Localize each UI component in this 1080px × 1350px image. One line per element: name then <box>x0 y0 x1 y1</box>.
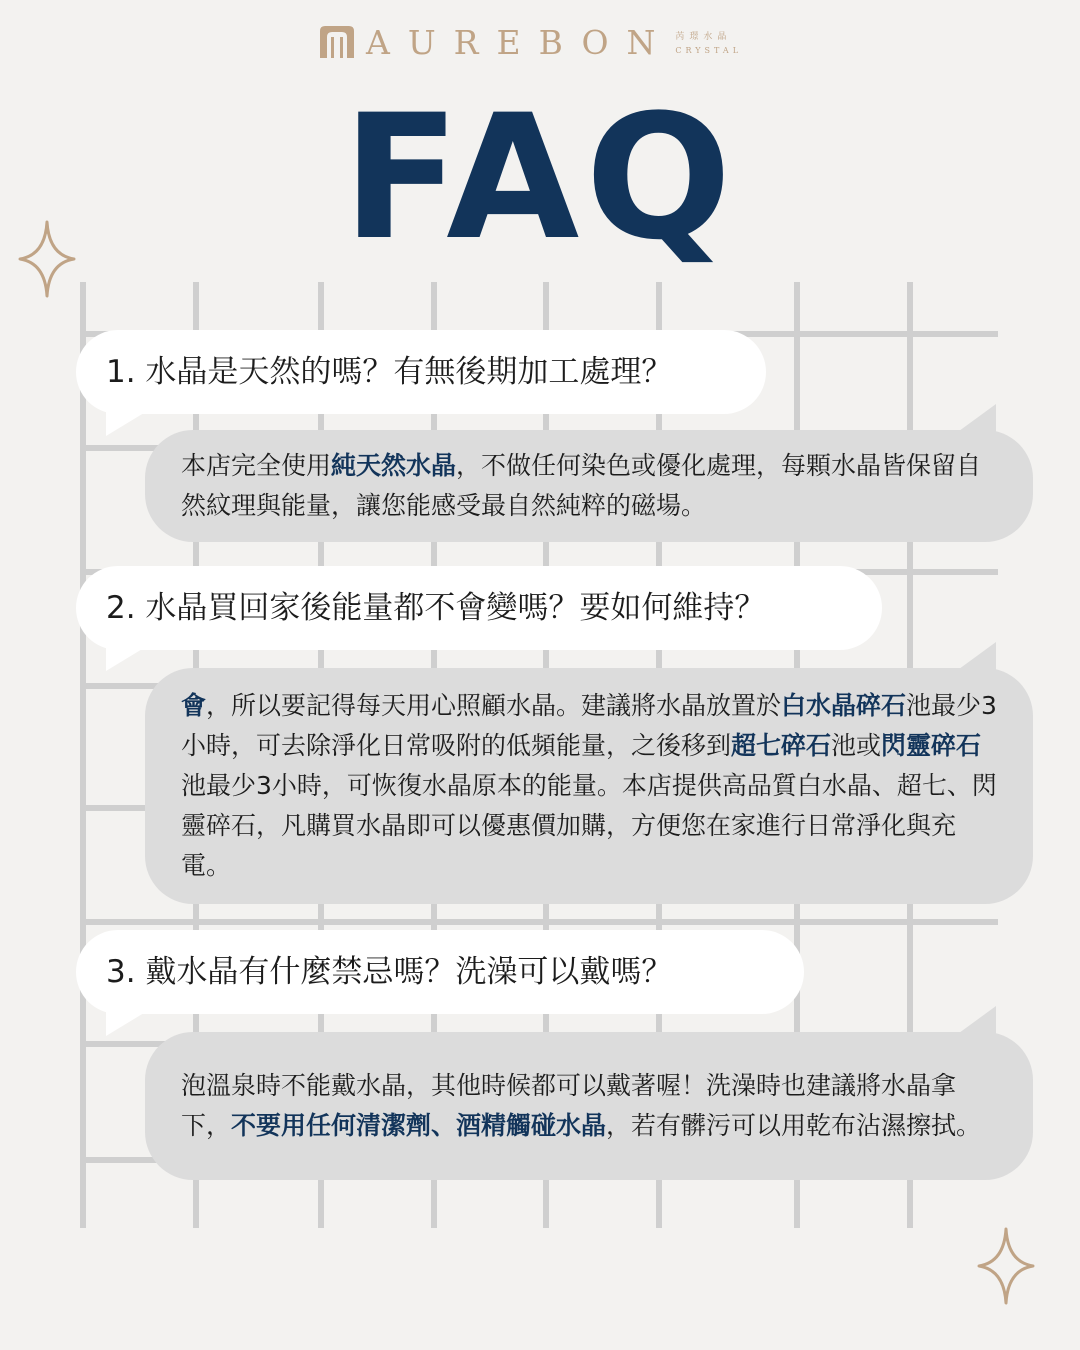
faq-answer-text: 會，所以要記得每天用心照顧水晶。建議將水晶放置於白水晶碎石池最少3小時，可去除淨化日常吸附的低頻能量，之後移到超七碎石池或閃靈碎石池最少3小時，可恢復水晶原本的能量。本店提供高品質白水晶、超七、閃靈碎石，凡購買水晶即可以優惠價加購，方便您在家進行日常淨化與充電。 <box>181 691 997 880</box>
faq-answer-text: 泡溫泉時不能戴水晶，其他時候都可以戴著喔！洗澡時也建議將水晶拿下，不要用任何清潔劑、酒精觸碰水晶，若有髒污可以用乾布沾濕擦拭。 <box>181 1071 982 1140</box>
faq-question-text: 1. 水晶是天然的嗎？有無後期加工處理？ <box>106 353 673 390</box>
brand-logo <box>318 22 742 62</box>
faq-question-text: 3. 戴水晶有什麼禁忌嗎？洗澡可以戴嗎？ <box>106 953 673 990</box>
arch-pillars-icon <box>318 25 356 59</box>
faq-answer-text: 本店完全使用純天然水晶，不做任何染色或優化處理，每顆水晶皆保留自然紋理與能量，讓您能感受最自然純粹的磁場。 <box>181 451 982 520</box>
faq-question-2 <box>76 566 882 650</box>
faq-answer-3 <box>145 1032 1033 1180</box>
page-title: FAQ <box>342 77 738 278</box>
brand-chinese-name: 芮璟水晶 <box>675 32 732 42</box>
sparkle-icon <box>18 220 76 298</box>
faq-question-3 <box>76 930 804 1014</box>
faq-answer-2 <box>145 668 1033 904</box>
faq-answer-1 <box>145 430 1033 542</box>
sparkle-icon <box>977 1227 1035 1305</box>
brand-name: AUREBON <box>366 22 674 62</box>
faq-question-1 <box>76 330 766 414</box>
faq-question-text: 2. 水晶買回家後能量都不會變嗎？要如何維持？ <box>106 589 766 626</box>
brand-subtitle: CRYSTAL <box>675 46 743 55</box>
